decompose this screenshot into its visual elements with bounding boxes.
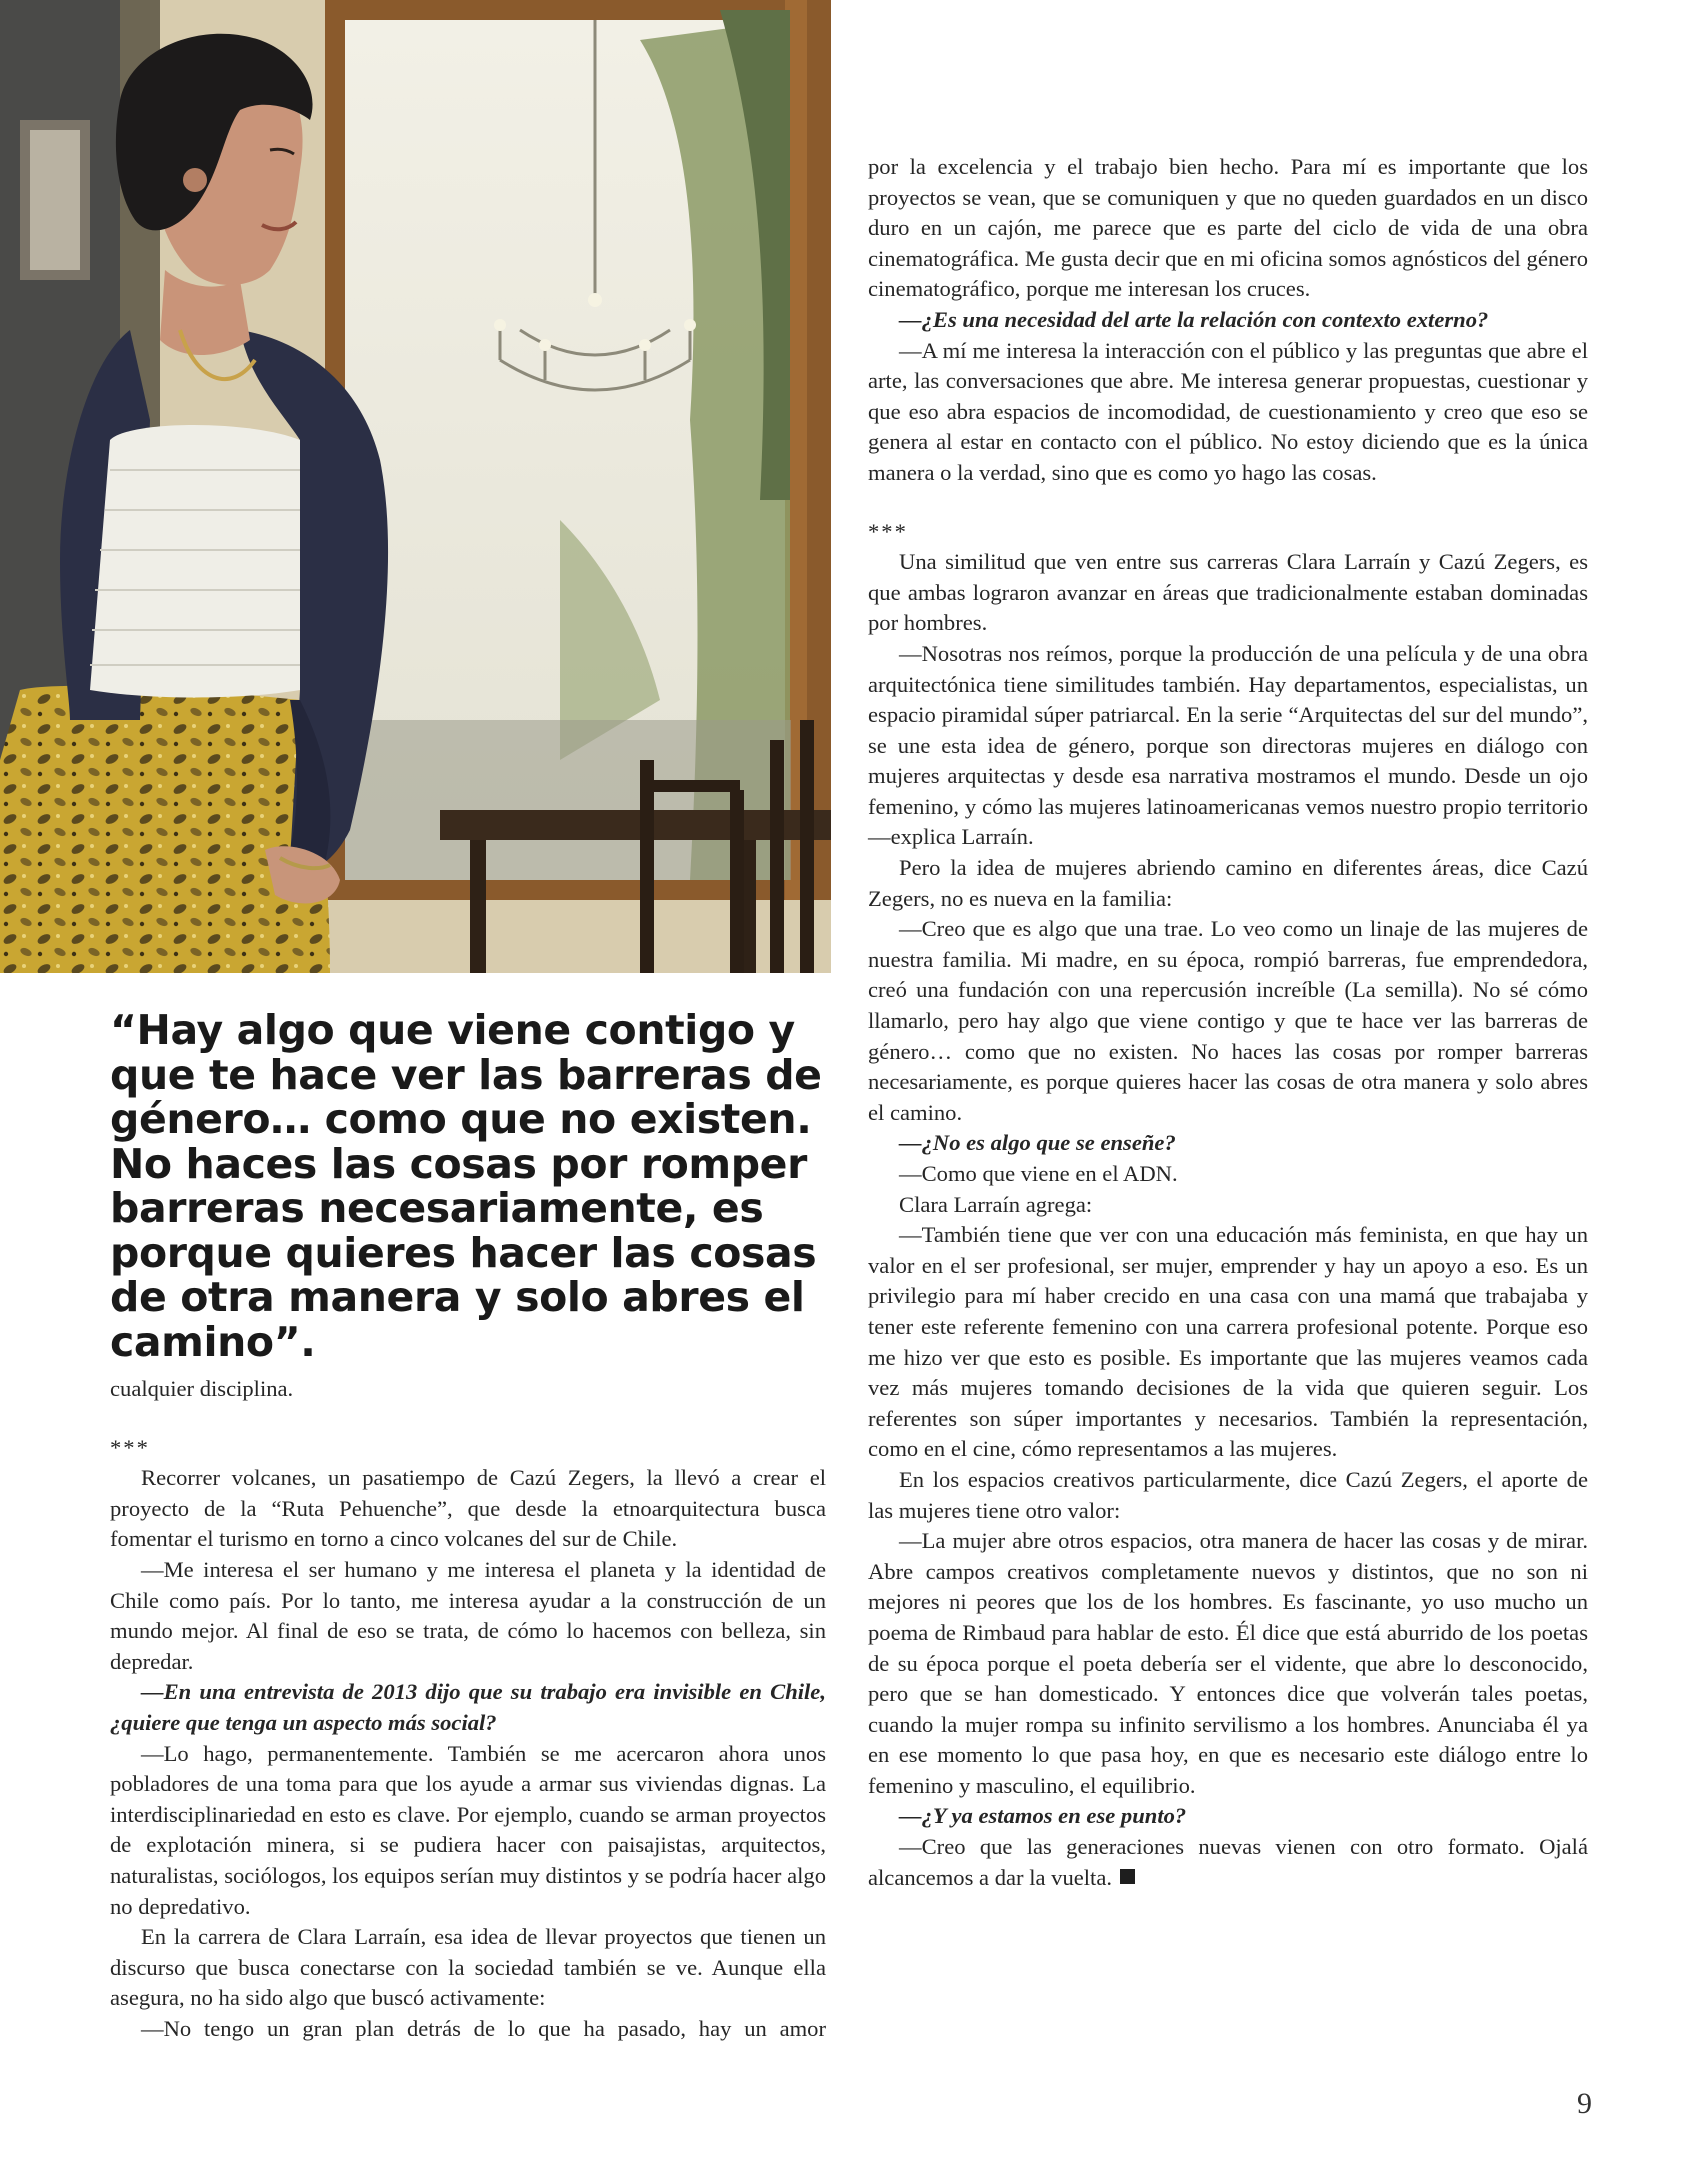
paragraph: —Me interesa el ser humano y me interesa el planeta y la identidad de Chile como país. Por lo tanto, me interesa ayudar a la construcción de un mundo mejor. Al final de eso se trata, de cómo lo hacemos con belleza, sin depredar. [110, 1556, 826, 1674]
paragraph: cualquier disciplina. [110, 1376, 294, 1401]
section-break: *** [868, 518, 908, 544]
paragraph: Clara Larraín agrega: [899, 1191, 1093, 1217]
paragraph: —Nosotras nos reímos, porque la producción de una película y de una obra arquitectónica tiene similitudes también. Hay departamentos, especialistas, un espacio piramidal súper patriarcal. En la serie “Arquitectas del sur del mundo”, se une esta idea de género, porque son directoras mujeres en diálogo con mujeres arquitectas y desde esa narrativa mostramos el mundo. Desde un ojo femenino, y cómo las mujeres latinoamericanas vemos nuestro propio territorio —explica Larraín. [868, 640, 1588, 850]
interview-question: —¿No es algo que se enseñe? [899, 1130, 1176, 1156]
section-break: *** [110, 1434, 150, 1460]
paragraph: —Lo hago, permanentemente. También se me acercaron ahora unos pobladores de una toma para que los ayude a armar sus viviendas dignas. La interdisciplinariedad en esto es clave. Por ejemplo, cuando se arman proyectos de explotación minera, si se pudiera hacer con paisajistas, arquitectos, naturalistas, sociólogos, los equipos serían muy distintos y se podría hacer algo no depredativo. [110, 1740, 826, 1919]
closing-text: —Creo que las generaciones nuevas vienen con otro formato. Ojalá alcancemos a dar la vuelta. [868, 1834, 1588, 1890]
left-column [110, 1374, 826, 2044]
paragraph: —La mujer abre otros espacios, otra manera de hacer las cosas y de mirar. Abre campos creativos completamente nuevos y distintos, que no son ni mejores ni peores que los de los hombres. Es fascinante, yo uso mucho un poema de Rimbaud para hablar de esto. Él dice que está aburrido de los poetas de su época porque el poeta debería ser el vidente, que abre lo desconocido, pero que se han domesticado. Y entonces dice que volverán tales poetas, cuando la mujer rompa su infinito servilismo a los hombres. Anunciaba él ya en ese momento lo que pasa hoy, en que es necesario este diálogo entre lo femenino y masculino, el equilibrio. [868, 1528, 1588, 1798]
paragraph: En los espacios creativos particularmente, dice Cazú Zegers, el aporte de las mujeres tiene otro valor: [868, 1466, 1588, 1523]
paragraph: En la carrera de Clara Larraín, esa idea de llevar proyectos que tienen un discurso que busca conectarse con la sociedad también se ve. Aunque ella asegura, no ha sido algo que buscó activamente: [110, 1924, 826, 2011]
article-photo [0, 0, 831, 973]
pull-quote: “Hay algo que viene contigo y que te hace ver las barreras de género… como que no existen. No haces las cosas por romper barreras necesariamente, es porque quieres hacer las cosas de otra manera y solo abres el camino”. [110, 1006, 822, 1366]
paragraph: —También tiene que ver con una educación más feminista, en que hay un valor en el ser profesional, ser mujer, emprender y hay un apoyo a eso. Es un privilegio para mí haber crecido en una casa con una mamá que trabajaba y tener este referente femenino con una carrera profesional potente. Porque eso me hizo ver que esto es posible. Es importante que las mujeres veamos cada vez más mujeres tomando decisiones de la vida que quieren seguir. Los referentes son súper importantes y necesarios. También la representación, como en el cine, cómo representamos a las mujeres. [868, 1222, 1588, 1462]
paragraph: Recorrer volcanes, un pasatiempo de Cazú Zegers, la llevó a crear el proyecto de la “Ruta Pehuenche”, que desde la etnoarquitectura busca fomentar el turismo en torno a cinco volcanes del sur de Chile. [110, 1465, 826, 1552]
end-of-article-mark [1120, 1869, 1135, 1884]
paragraph: —No tengo un gran plan detrás de lo que ha pasado, hay un amor [141, 2015, 826, 2041]
right-column [868, 152, 1588, 1893]
paragraph [868, 1832, 1588, 1893]
portrait-illustration [0, 0, 831, 973]
paragraph: Una similitud que ven entre sus carreras Clara Larraín y Cazú Zegers, es que ambas lograron avanzar en áreas que tradicionalmente estaban dominadas por hombres. [868, 549, 1588, 636]
paragraph: —A mí me interesa la interacción con el público y las preguntas que abre el arte, las conversaciones que abre. Me interesa generar propuestas, cuestionar y que eso abra espacios de incomodidad, de cuestionamiento y creo que eso se genera al estar en contacto con el público. No estoy diciendo que es la única manera o la verdad, sino que es como yo hago las cosas. [868, 337, 1588, 485]
interview-question: —En una entrevista de 2013 dijo que su trabajo era invisible en Chile, ¿quiere que tenga un aspecto más social? [110, 1679, 826, 1735]
page-number: 9 [1577, 2087, 1592, 2120]
paragraph: por la excelencia y el trabajo bien hecho. Para mí es importante que los proyectos se vean, que se comuniquen y que no queden guardados en un disco duro en un cajón, me parece que es parte del ciclo de vida de una obra cinematográfica. Me gusta decir que en mi oficina somos agnósticos del género cinematográfico, porque me interesan los cruces. [868, 154, 1588, 302]
paragraph: —Creo que es algo que una trae. Lo veo como un linaje de las mujeres de nuestra familia. Mi madre, en su época, rompió barreras, fue emprendedora, creó una fundación con una repercusión increíble (La semilla). No sé cómo llamarlo, pero hay algo que viene contigo y que te hace ver las barreras de género… como que no existen. No haces las cosas por romper barreras necesariamente, es porque quieres hacer las cosas de otra manera y solo abres el camino. [868, 916, 1588, 1125]
interview-question: —¿Y ya estamos en ese punto? [899, 1803, 1187, 1829]
paragraph: Pero la idea de mujeres abriendo camino en diferentes áreas, dice Cazú Zegers, no es nueva en la familia: [868, 855, 1588, 911]
interview-question: —¿Es una necesidad del arte la relación con contexto externo? [899, 306, 1489, 332]
paragraph: —Como que viene en el ADN. [899, 1161, 1178, 1186]
